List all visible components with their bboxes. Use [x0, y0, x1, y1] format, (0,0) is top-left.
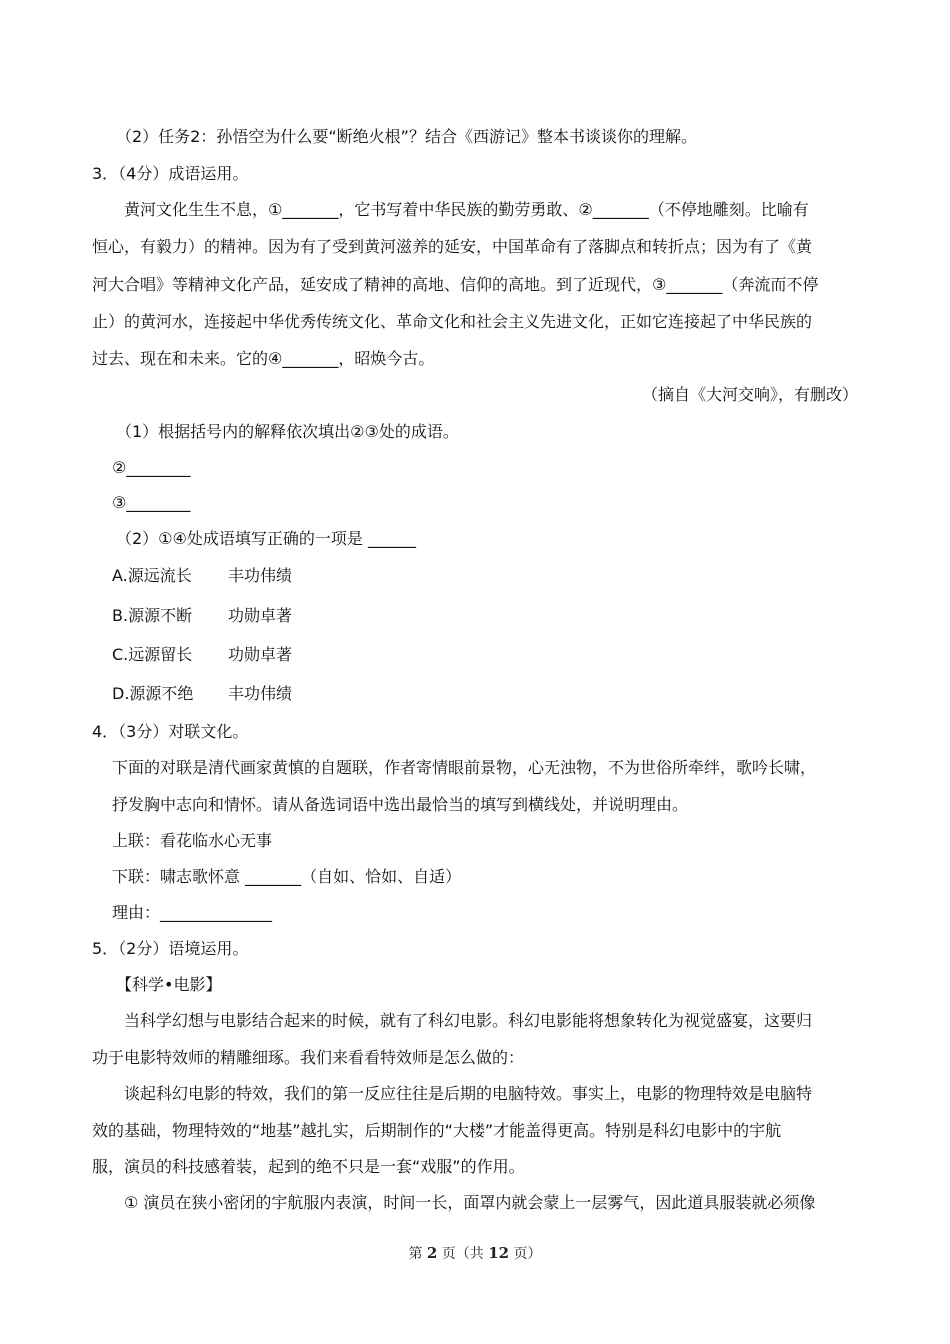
option-label: B.源源不断: [112, 606, 193, 625]
article-line: 谈起科幻电影的特效，我们的第一反应往往是后期的电脑特效。事实上，电影的物理特效是电脑特: [124, 1084, 813, 1103]
question-4-title: 4．（3分）对联文化。: [92, 722, 249, 741]
footer-suffix: 页）: [509, 1246, 542, 1262]
source-citation: （摘自《大河交响》，有删改）: [641, 385, 858, 404]
question-3-2: （2）①④处成语填写正确的一项是 ______: [116, 529, 416, 548]
option-a[interactable]: [112, 566, 292, 586]
article-line: 服，演员的科技感着装，起到的绝不只是一套“戏服”的作用。: [92, 1157, 525, 1176]
passage-line: 过去、现在和未来。它的④_______，昭焕今古。: [92, 349, 435, 368]
option-c[interactable]: [112, 645, 292, 665]
passage-line: 止）的黄河水，连接起中华优秀传统文化、革命文化和社会主义先进文化，正如它连接起了中华民族的: [92, 312, 813, 331]
article-line: ① 演员在狭小密闭的宇航服内表演，时间一长，面罩内就会蒙上一层雾气，因此道具服装就必须像: [124, 1193, 816, 1212]
couplet-lower[interactable]: 下联：啸志歌怀意 _______（自如、恰如、自适）: [112, 867, 462, 886]
option-d[interactable]: [112, 684, 292, 704]
article-line: 当科学幻想与电影结合起来的时候，就有了科幻电影。科幻电影能将想象转化为视觉盛宴，这要归: [124, 1011, 813, 1030]
article-line: 效的基础，物理特效的“地基”越扎实，后期制作的“大楼”才能盖得更高。特别是科幻电影中的宇航: [92, 1121, 782, 1140]
answer-blank-2[interactable]: ②________: [112, 458, 191, 477]
option-second: 丰功伟绩: [228, 684, 293, 703]
answer-blank-3[interactable]: ③________: [112, 493, 191, 512]
option-b[interactable]: [112, 606, 292, 626]
question-3-title: 3．（4分）成语运用。: [92, 164, 249, 183]
option-label: A.源远流长: [112, 566, 192, 585]
question-2-2: （2）任务2：孙悟空为什么要“断绝火根”？结合《西游记》整本书谈谈你的理解。: [116, 127, 697, 146]
option-second: 功勋卓著: [228, 645, 293, 664]
page-footer: [0, 1243, 950, 1263]
couplet-upper: 上联：看花临水心无事: [112, 831, 273, 850]
question-3-1: （1）根据括号内的解释依次填出②③处的成语。: [116, 422, 459, 441]
option-label: C.远源留长: [112, 645, 193, 664]
passage-line: 黄河文化生生不息，①_______，它书写着中华民族的勤劳勇敢、②_______（不停地雕刻。比喻有: [124, 200, 809, 219]
passage-line: 恒心，有毅力）的精神。因为有了受到黄河滋养的延安，中国革命有了落脚点和转折点；因为有了《黄: [92, 237, 813, 256]
article-line: 功于电影特效师的精雕细琢。我们来看看特效师是怎么做的：: [92, 1048, 525, 1067]
question-4-text: 下面的对联是清代画家黄慎的自题联，作者寄情眼前景物，心无浊物，不为世俗所牵绊，歌吟长啸，: [112, 758, 817, 777]
option-second: 功勋卓著: [228, 606, 293, 625]
question-4-text: 抒发胸中志向和情怀。请从备选词语中选出最恰当的填写到横线处，并说明理由。: [112, 795, 689, 814]
page-number: 2: [426, 1244, 438, 1262]
reason-blank[interactable]: 理由：______________: [112, 903, 273, 922]
footer-middle: 页（共: [437, 1246, 489, 1262]
section-heading: 【科学•电影】: [116, 975, 222, 994]
option-second: 丰功伟绩: [228, 566, 293, 585]
footer-prefix: 第: [408, 1246, 427, 1262]
option-label: D.源源不绝: [112, 684, 194, 703]
question-5-title: 5．（2分）语境运用。: [92, 939, 249, 958]
page-total: 12: [488, 1244, 510, 1262]
passage-line: 河大合唱》等精神文化产品，延安成了精神的高地、信仰的高地。到了近现代，③_______（奔流而不停: [92, 275, 819, 294]
